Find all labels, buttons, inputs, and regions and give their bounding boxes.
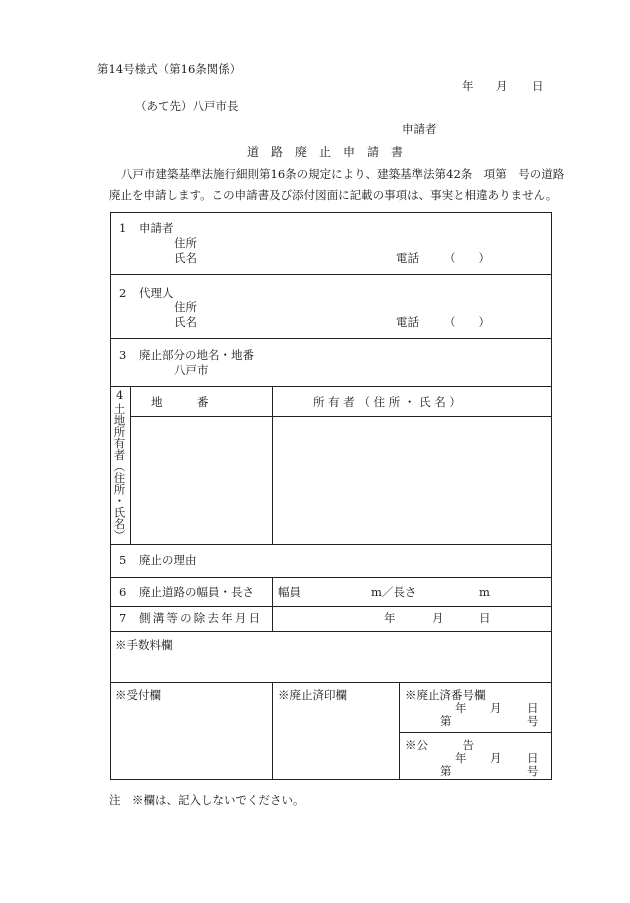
date-month: 月: [496, 79, 508, 93]
section-6-number: 6: [119, 585, 127, 599]
row-divider: [110, 606, 552, 607]
applicant-phone-label: 電話: [396, 251, 419, 265]
location-city: 八戸市: [174, 363, 209, 377]
applicant-phone-parens: （ ）: [444, 251, 490, 265]
intro-line-2: 廃止を申請します。この申請書及び添付図面に記載の事項は、事実と相違ありません。: [109, 188, 558, 202]
notice-dai: 第: [440, 764, 452, 778]
abolished-go: 号: [527, 714, 539, 728]
row-divider: [110, 338, 552, 339]
section-5-number: 5: [119, 553, 127, 567]
section-4-number: 4: [116, 388, 124, 402]
land-owner-vertical-label: 土地所有者（住所・氏名）: [112, 403, 127, 541]
agent-name-label: 氏名: [174, 315, 197, 329]
column-header-lot-number: 地 番: [151, 395, 209, 409]
abolished-dai: 第: [440, 714, 452, 728]
section-2-number: 2: [119, 286, 127, 300]
land-lot-cell[interactable]: [131, 417, 272, 544]
intro-line-1: 八戸市建築基準法施行細則第16条の規定により、建築基準法第42条 項第 号の道路: [121, 167, 565, 181]
row-divider: [110, 544, 552, 545]
section-3-number: 3: [119, 348, 127, 362]
column-divider: [399, 682, 400, 780]
width-label: 幅員: [278, 585, 301, 599]
agent-phone-parens: （ ）: [444, 315, 490, 329]
row-divider: [110, 577, 552, 578]
section-3-label: 廃止部分の地名・地番: [139, 348, 254, 362]
notice-go: 号: [527, 764, 539, 778]
length-unit: m: [479, 585, 490, 599]
column-header-owner: 所 有 者 （ 住 所 ・ 氏 名 ）: [313, 395, 461, 409]
section-1-number: 1: [119, 221, 127, 235]
section-5-label: 廃止の理由: [139, 553, 197, 567]
section-7-label: 側溝等の除去年月日: [139, 611, 263, 625]
abolished-month: 月: [490, 701, 502, 715]
applicant-address-label: 住所: [174, 236, 197, 250]
section-6-label: 廃止道路の幅員・長さ: [139, 585, 254, 599]
notice-month: 月: [490, 751, 502, 765]
removal-month: 月: [432, 611, 444, 625]
land-owner-cell[interactable]: [273, 417, 552, 544]
abolished-year: 年: [455, 701, 467, 715]
abolished-day: 日: [527, 701, 539, 715]
section-7-number: 7: [119, 611, 127, 625]
row-divider: [110, 631, 552, 632]
row-divider: [110, 682, 552, 683]
document-title: 道 路 廃 止 申 請 書: [247, 145, 404, 159]
applicant-name-label: 氏名: [174, 251, 197, 265]
fee-label: ※手数料欄: [115, 638, 173, 652]
row-divider: [110, 386, 552, 387]
column-divider: [272, 577, 273, 631]
removal-day: 日: [479, 611, 491, 625]
section-1-label: 申請者: [139, 221, 174, 235]
width-unit-length-label: m／長さ: [371, 585, 417, 599]
removal-year: 年: [384, 611, 396, 625]
notice-year: 年: [455, 751, 467, 765]
row-divider: [110, 274, 552, 275]
addressee: （あて先）八戸市長: [135, 99, 239, 113]
agent-address-label: 住所: [174, 300, 197, 314]
agent-phone-label: 電話: [396, 315, 419, 329]
section-2-label: 代理人: [139, 286, 174, 300]
reception-label: ※受付欄: [115, 688, 161, 702]
abolished-seal-label: ※廃止済印欄: [278, 688, 347, 702]
date-day: 日: [532, 79, 544, 93]
form-number: 第14号様式（第16条関係）: [97, 62, 242, 76]
date-year: 年: [462, 79, 474, 93]
footer-note: 注 ※欄は、記入しないでください。: [109, 793, 305, 807]
public-notice-label: ※公 告: [405, 738, 474, 752]
notice-day: 日: [527, 751, 539, 765]
column-divider: [272, 682, 273, 780]
row-divider: [399, 732, 552, 733]
abolished-number-label: ※廃止済番号欄: [405, 688, 486, 702]
applicant-signature-label: 申請者: [402, 122, 437, 136]
